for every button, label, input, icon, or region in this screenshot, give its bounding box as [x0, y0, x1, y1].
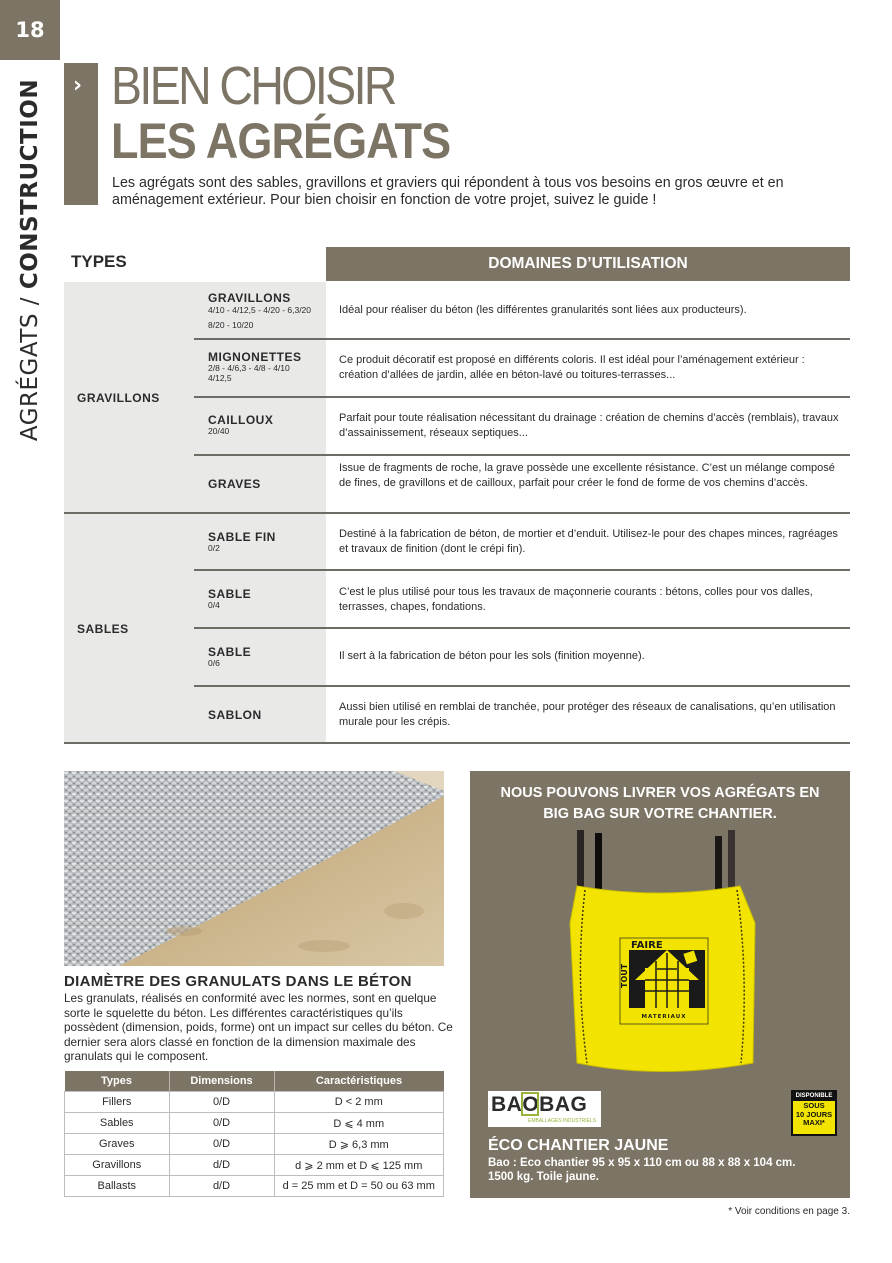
- table-row: [194, 398, 850, 454]
- logo-text-tout: TOUT: [620, 963, 629, 988]
- domains-column-header: DOMAINES D’UTILISATION: [326, 247, 850, 281]
- cell-type: Ballasts: [65, 1176, 170, 1197]
- cell-type: Fillers: [65, 1092, 170, 1113]
- aggregate-name: SABLE FIN: [208, 530, 276, 544]
- cell-caracteristique: D < 2 mm: [274, 1092, 444, 1113]
- cell-dimension: d/D: [169, 1155, 274, 1176]
- table-row: [194, 687, 850, 742]
- table-row: [65, 1134, 444, 1155]
- size-line: 0/6: [208, 658, 220, 668]
- aggregate-name: SABLE: [208, 587, 252, 601]
- table-row: [65, 1092, 444, 1113]
- aggregate-name: GRAVILLONS: [208, 291, 291, 305]
- cell-dimension: 0/D: [169, 1113, 274, 1134]
- aggregate-name: CAILLOUX: [208, 413, 274, 427]
- cell-caracteristique: D ⩾ 6,3 mm: [274, 1134, 444, 1155]
- bag-strap: [728, 830, 735, 890]
- aggregate-usage: Destiné à la fabrication de béton, de mortier et d’enduit. Utilisez-le pour des chapes minces, ragréages et travaux de finition (dont le crépi fin).: [339, 528, 838, 555]
- baobag-logo: [488, 1091, 601, 1127]
- aggregate-usage: Parfait pour toute réalisation nécessitant du drainage : création de chemins d’accès (remblais), travaux d’assainissement, réseaux septiques...: [339, 412, 839, 439]
- logo-text-materiaux: MATERIAUX: [641, 1014, 687, 1020]
- size-line: 0/4: [208, 600, 220, 610]
- aggregate-usage: Issue de fragments de roche, la grave possède une excellente résistance. C’est un mélange composé de fines, de gravillons et de cailloux, parfait pour créer le fond de forme de vos chemins d’accès.: [339, 462, 835, 489]
- table-row: [65, 1113, 444, 1134]
- aggregate-usage: Il sert à la fabrication de béton pour les sols (finition moyenne).: [339, 650, 645, 662]
- page-title-line2: LES AGRÉGATS: [111, 113, 451, 169]
- granulats-table-header: [65, 1071, 444, 1092]
- diametre-paragraph: Les granulats, réalisés en conformité avec les normes, sont en quelque sorte le squelette du béton. Les différentes caractéristiques qu’ils possèdent (dimension, poids, forme) ont un impact sur celles du béton. Ce dernier sera alors classé en fonction de la dimension maximale des granulats qui le composent.: [64, 991, 453, 1063]
- gravel-and-sand-photo: [64, 771, 444, 966]
- aggregate-sizes: [208, 600, 326, 610]
- badge-top: DISPONIBLE: [793, 1092, 835, 1101]
- cell-dimension: 0/D: [169, 1134, 274, 1155]
- cell-dimension: 0/D: [169, 1092, 274, 1113]
- size-line: 2/8 - 4/6,3 - 4/8 - 4/10: [208, 363, 290, 373]
- availability-badge: [791, 1090, 837, 1136]
- size-line: 8/20 - 10/20: [208, 320, 254, 330]
- size-line: 4/12,5: [208, 373, 232, 383]
- bigbag-headline: [470, 783, 850, 825]
- badge-line: 10 JOURS: [795, 1109, 833, 1119]
- bag-strap: [595, 833, 602, 891]
- footnote: * Voir conditions en page 3.: [728, 1206, 850, 1217]
- product-description: [488, 1156, 795, 1184]
- bag-strap: [715, 836, 722, 894]
- cell-type: Graves: [65, 1134, 170, 1155]
- table-row: [65, 1176, 444, 1197]
- aggregate-usage: Aussi bien utilisé en remblai de tranchée, pour protéger des réseaux de canalisations, qu’en utilisation murale pour les crépis.: [339, 701, 836, 728]
- product-title: ÉCO CHANTIER JAUNE: [488, 1137, 669, 1154]
- group-label-sables: SABLES: [77, 622, 129, 636]
- section-label-bold: CONSTRUCTION: [17, 78, 43, 289]
- badge-line: MAXI*: [803, 1118, 825, 1127]
- aggregate-usage: Ce produit décoratif est proposé en différents coloris. Il est idéal pour l’aménagement extérieur : création d’allées de jardin, allée en béton-lavé ou toitures-terrasses...: [339, 354, 805, 381]
- table-row: [194, 629, 850, 685]
- table-row: [194, 514, 850, 569]
- page-number: 18: [0, 0, 60, 60]
- section-label: [4, 72, 56, 447]
- table-row: [65, 1155, 444, 1176]
- header-caracteristiques: Caractéristiques: [274, 1071, 444, 1092]
- yellow-bigbag-illustration: [565, 828, 765, 1078]
- product-description-line: 1500 kg. Toile jaune.: [488, 1171, 599, 1183]
- title-accent-bar: [64, 63, 98, 205]
- headline-line: NOUS POUVONS LIVRER VOS AGRÉGATS EN: [500, 785, 820, 801]
- table-bottom-border: [64, 742, 850, 744]
- aggregates-photo: [64, 771, 444, 966]
- cell-caracteristique: d ⩾ 2 mm et D ⩽ 125 mm: [274, 1155, 444, 1176]
- granulats-table: [64, 1071, 444, 1197]
- aggregate-sizes: [208, 426, 326, 436]
- baobag-logo-tagline: EMBALLAGES INDUSTRIELS: [528, 1118, 597, 1124]
- badge-body: [793, 1101, 835, 1128]
- aggregate-name: SABLE: [208, 645, 252, 659]
- aggregate-sizes: [208, 304, 326, 332]
- baobag-logo-name: BAOBAG: [491, 1093, 588, 1116]
- size-line: 4/10 - 4/12,5 - 4/20 - 6,3/20: [208, 305, 312, 315]
- aggregate-sizes: [208, 658, 326, 668]
- cell-type: Sables: [65, 1113, 170, 1134]
- page-title-line1: BIEN CHOISIR: [111, 56, 395, 116]
- group-label-gravillons: GRAVILLONS: [77, 391, 160, 405]
- header-types: Types: [65, 1071, 170, 1092]
- chevron-right-icon: ›: [73, 73, 83, 98]
- baobag-logo-frame: [521, 1092, 539, 1116]
- aggregate-sizes: [208, 543, 326, 553]
- badge-line: SOUS: [803, 1101, 825, 1110]
- table-row: [194, 282, 850, 338]
- product-description-line: Bao : Eco chantier 95 x 95 x 110 cm ou 88 x 88 x 104 cm.: [488, 1157, 796, 1169]
- cell-caracteristique: D ⩽ 4 mm: [274, 1113, 444, 1134]
- size-line: 20/40: [208, 426, 230, 436]
- header-dimensions: Dimensions: [169, 1071, 274, 1092]
- section-label-separator: /: [17, 288, 43, 313]
- aggregate-name: MIGNONETTES: [208, 350, 302, 364]
- types-column-header: TYPES: [71, 252, 127, 271]
- aggregate-sizes: [208, 363, 326, 383]
- section-label-light: AGRÉGATS: [17, 312, 43, 441]
- size-line: 0/2: [208, 543, 220, 553]
- aggregate-usage: Idéal pour réaliser du béton (les différentes granularités sont liées aux producteurs).: [339, 304, 747, 316]
- table-row: [194, 340, 850, 396]
- cell-caracteristique: d = 25 mm et D = 50 ou 63 mm: [274, 1176, 444, 1197]
- cell-dimension: d/D: [169, 1176, 274, 1197]
- bag-strap: [577, 830, 584, 890]
- table-row: [194, 571, 850, 627]
- headline-line: BIG BAG SUR VOTRE CHANTIER.: [543, 806, 777, 822]
- aggregate-name: GRAVES: [208, 477, 261, 491]
- logo-text-faire: FAIRE: [631, 940, 663, 951]
- aggregate-name: SABLON: [208, 708, 262, 722]
- cell-type: Gravillons: [65, 1155, 170, 1176]
- bigbag-promo: [470, 771, 850, 1198]
- diametre-title: DIAMÈTRE DES GRANULATS DANS LE BÉTON: [64, 973, 412, 990]
- table-row: [194, 456, 850, 512]
- aggregate-usage: C’est le plus utilisé pour tous les travaux de maçonnerie courants : bétons, colles pour vos dalles, terrasses, chapes, fondations.: [339, 586, 813, 613]
- intro-paragraph: Les agrégats sont des sables, gravillons et graviers qui répondent à tous vos besoins en gros œuvre et en aménagement extérieur. Pour bien choisir en fonction de votre projet, suivez le guide !: [112, 175, 784, 208]
